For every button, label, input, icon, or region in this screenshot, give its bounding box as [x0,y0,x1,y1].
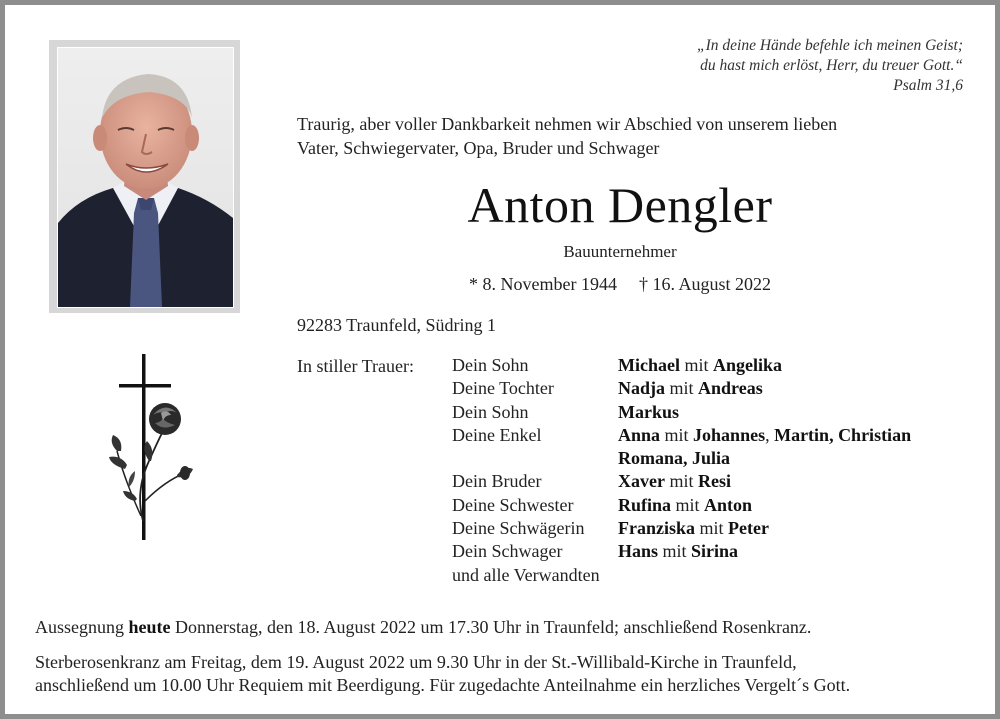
mourner-connector: mit [695,518,729,539]
mourner-names [618,494,752,517]
mourner-names [618,540,738,563]
quote-source: Psalm 31,6 [893,77,963,94]
mourner-name: Hans [618,541,659,562]
mourner-name: Michael [618,355,680,375]
mourner-connector: mit [671,494,705,515]
mourner-relation: Deine Schwester [452,494,574,515]
mourner-name: Martin, Christian [774,424,912,445]
mourner-row [452,517,962,540]
mourners-label: In stiller Trauer: [297,356,414,376]
mourner-connector: mit [664,471,698,492]
mourner-names [618,470,731,493]
mourner-names [618,517,769,540]
portrait-photo [57,47,234,308]
mourner-relation: Deine Tochter [452,378,554,399]
mourner-names [618,424,911,447]
address: 92283 Traunfeld, Südring 1 [297,315,497,335]
death-date: † 16. August 2022 [638,274,771,294]
mourner-name: Franziska [618,518,696,539]
mourner-names [618,354,782,377]
cross-with-rose-icon [105,351,197,543]
mourner-connector: mit [658,541,692,562]
deceased-occupation: Bauunternehmer [563,242,677,261]
mourner-row [452,447,962,470]
mourner-name: Sirina [691,541,739,562]
mourner-row [452,470,962,493]
mourner-relation [452,447,618,470]
mourner-relation: und alle Verwandten [452,564,600,585]
mourner-name: Rufina [618,494,672,515]
funeral-notice [35,651,965,697]
intro-line-2: Vater, Schwiegervater, Opa, Bruder und Schwager [297,138,660,158]
consecration-notice [35,616,965,639]
mourner-relation: Deine Schwägerin [452,518,585,539]
consecration-pre: Aussegnung [35,617,129,637]
mourner-name: Angelika [713,355,783,375]
mourner-row [452,564,962,587]
mourner-name: Resi [698,471,731,492]
portrait-illustration [58,48,233,307]
mourner-relation: Dein Sohn [452,355,529,375]
mourner-name: Andreas [698,378,763,399]
mourner-row [452,424,962,447]
birth-date: * 8. November 1944 [469,274,617,294]
mourner-row [452,354,962,377]
mourner-row [452,540,962,563]
mourner-names [618,401,679,424]
mourner-name: Peter [728,518,769,539]
quote-line-1: „In deine Hände befehle ich meinen Geist; [697,37,963,54]
life-dates [305,272,935,296]
mourner-name: Romana, Julia [618,448,731,469]
mourner-row [452,377,962,400]
funeral-line-1: Sterberosenkranz am Freitag, dem 19. August 2022 um 9.30 Uhr in der St.-Willibald-Kirche in Traunfeld, [35,652,797,672]
portrait-frame [49,40,240,313]
quote-line-2: du hast mich erlöst, Herr, du treuer Gott.“ [700,57,963,74]
intro-text [297,112,937,160]
mourner-relation: Deine Enkel [452,424,542,445]
mourner-names [618,447,730,470]
mourner-row [452,494,962,517]
mourner-connector: mit [660,424,694,445]
mourner-relation: Dein Sohn [452,401,529,422]
mourner-name: Anna [618,424,661,445]
mourner-connector: mit [665,378,699,399]
mourner-relation: Dein Bruder [452,471,542,492]
mourner-name: Markus [618,401,680,422]
consecration-post: Donnerstag, den 18. August 2022 um 17.30 Uhr in Traunfeld; anschließend Rosenkranz. [170,617,812,637]
mourner-name: Nadja [618,378,666,399]
mourner-connector: mit [679,355,713,375]
consecration-today: heute [128,617,171,637]
bible-quote [633,36,963,96]
mourner-connector: , [765,424,775,445]
intro-line-1: Traurig, aber voller Dankbarkeit nehmen wir Abschied von unserem lieben [297,114,838,134]
funeral-line-2: anschließend um 10.00 Uhr Requiem mit Beerdigung. Für zugedachte Anteilnahme ein herzliches Vergelt´s Gott. [35,675,851,695]
mourner-name: Johannes [693,424,766,445]
mourner-name: Xaver [618,471,665,492]
mourner-row [452,401,962,424]
mourners-list [452,354,962,587]
mourner-relation: Dein Schwager [452,541,563,562]
mourner-name: Anton [704,494,753,515]
mourner-names [618,377,763,400]
deceased-name: Anton Dengler [467,177,773,233]
